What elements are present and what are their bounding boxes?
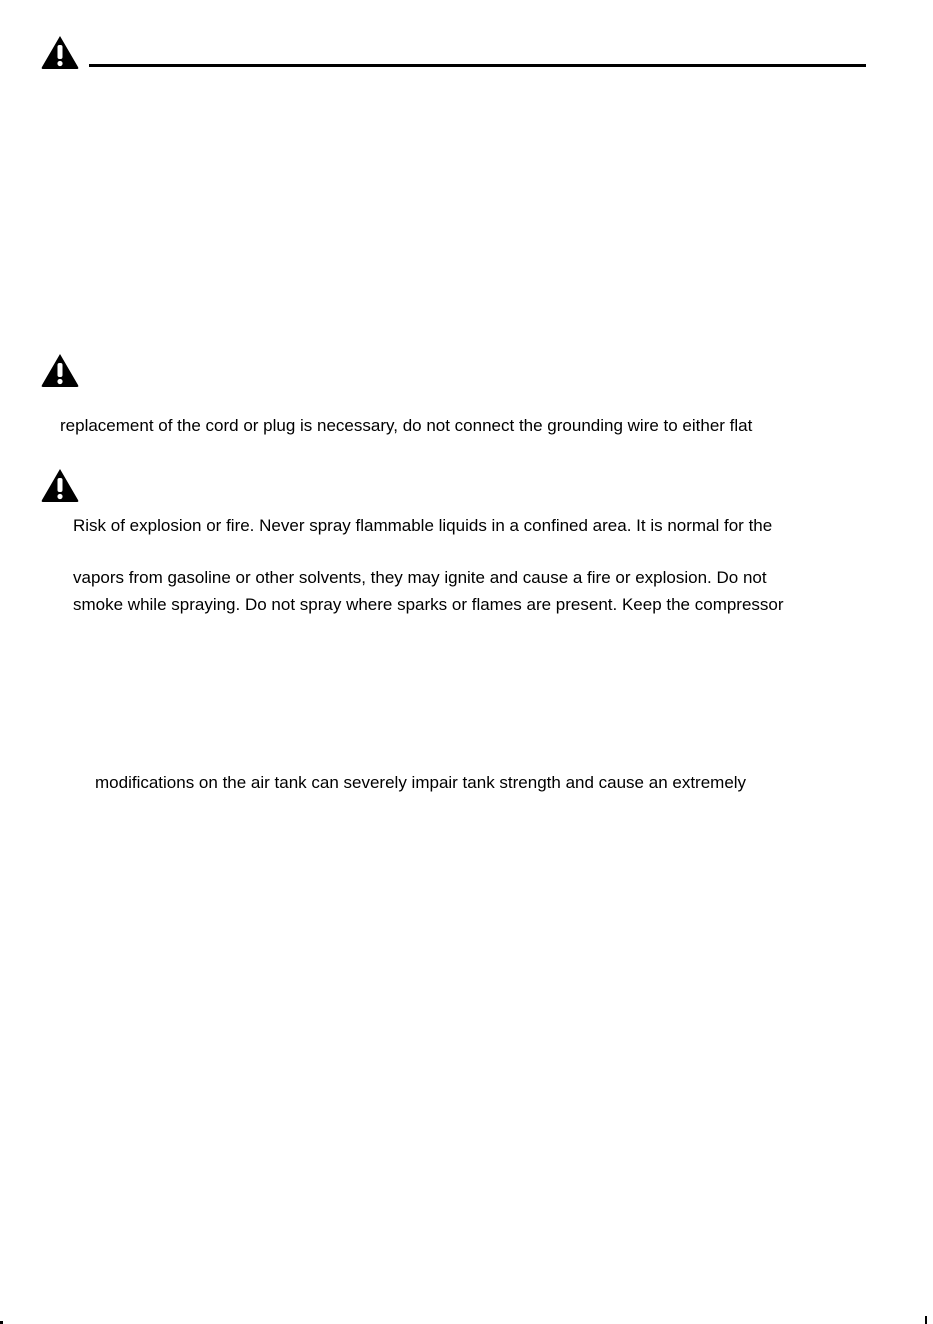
warning-triangle-icon — [40, 467, 80, 503]
warning-triangle-icon — [40, 34, 80, 70]
warning-triangle-icon — [40, 352, 80, 388]
explosion-text-line: vapors from gasoline or other solvents, they may ignite and cause a fire or explosion. Do not — [73, 568, 767, 587]
scan-mark — [925, 1316, 927, 1324]
explosion-text-line: Risk of explosion or fire. Never spray flammable liquids in a confined area. It is normal for the — [73, 516, 773, 535]
header-rule — [89, 64, 866, 67]
grounding-text-line: replacement of the cord or plug is necessary, do not connect the grounding wire to either flat — [60, 416, 753, 435]
tank-text-line: modifications on the air tank can severely impair tank strength and cause an extremely — [95, 773, 747, 792]
explosion-text-line: smoke while spraying. Do not spray where sparks or flames are present. Keep the compressor — [73, 595, 784, 614]
